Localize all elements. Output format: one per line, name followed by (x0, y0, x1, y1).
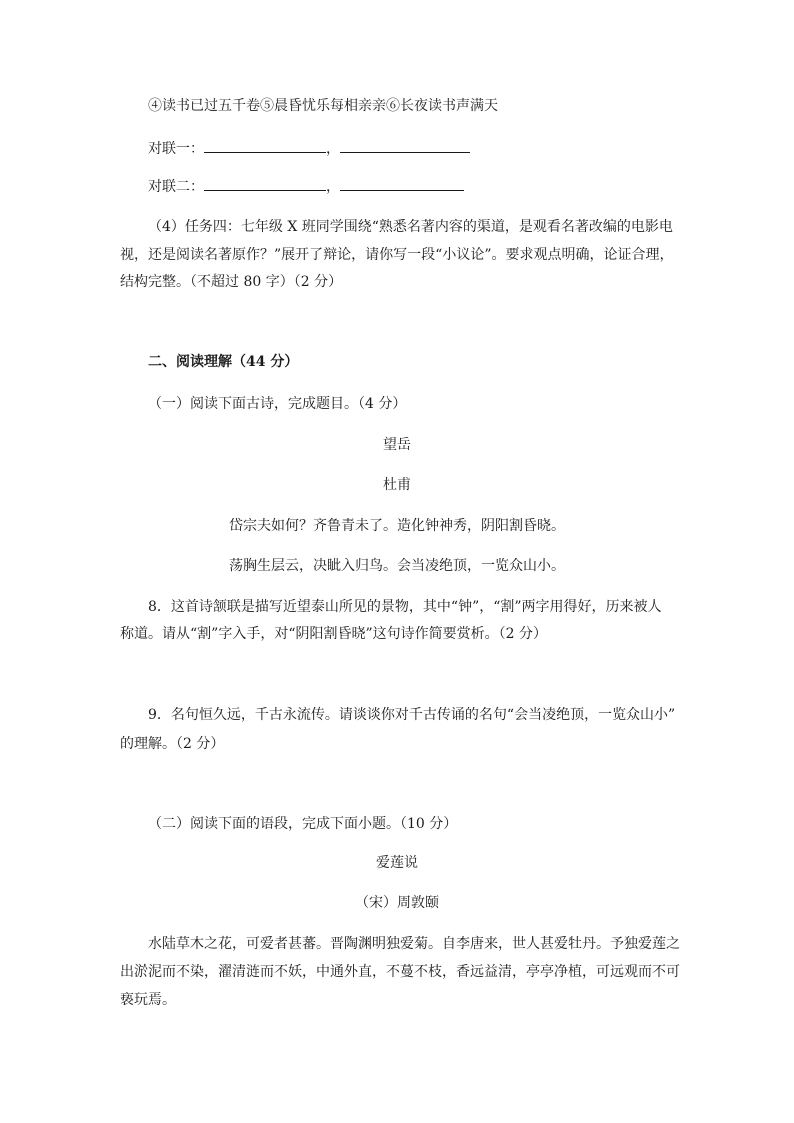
poem-line-1: 岱宗夫如何？齐鲁青未了。造化钟神秀，阴阳割昏晓。 (229, 518, 565, 534)
couplet-two-blank-second[interactable] (340, 176, 464, 191)
task4-line-3: 结构完整。（不超过 80 字）（2 分） (120, 274, 343, 290)
couplet-one-blank-first[interactable] (204, 138, 326, 153)
task3-options: ④读书已过五千卷⑤晨昏忧乐每相亲亲⑥长夜读书声满天 (148, 98, 498, 114)
couplet-one-separator: ， (326, 141, 340, 157)
part-2-intro: （二）阅读下面的语段，完成下面小题。（10 分） (148, 816, 458, 832)
essay-line-1: 水陆草木之花，可爱者甚蕃。晋陶渊明独爱菊。自李唐来，世人甚爱牡丹。予独爱莲之 (148, 936, 680, 952)
part-1-intro: （一）阅读下面古诗，完成题目。（4 分） (148, 396, 407, 412)
question-8-line-2: 称道。请从“割”字入手，对“阴阳割昏晓”这句诗作简要赏析。（2 分） (120, 626, 547, 642)
essay-author: （宋）周敦颐 (355, 895, 439, 911)
couplet-two-separator: ， (326, 179, 340, 195)
couplet-one-row (148, 138, 470, 159)
task4-line-1: （4）任务四：七年级 X 班同学围绕“熟悉名著内容的渠道，是观看名著改编的电影电 (148, 219, 673, 235)
section-2-title: 二、阅读理解（44 分） (148, 354, 299, 370)
couplet-two-blank-first[interactable] (204, 176, 326, 191)
essay-line-2: 出淤泥而不染，濯清涟而不妖，中通外直，不蔓不枝，香远益清，亭亭净植，可远观而不可 (120, 964, 680, 980)
question-8-line-1: 8．这首诗颔联是描写近望泰山所见的景物，其中“钟”，“割”两字用得好，历来被人 (148, 599, 662, 615)
couplet-two-label: 对联二： (148, 179, 204, 195)
couplet-one-label: 对联一： (148, 141, 204, 157)
question-9-line-1: 9．名句恒久远，千古永流传。请谈谈你对千古传诵的名句“会当凌绝顶，一览众山小” (148, 707, 676, 723)
task4-line-2: 视，还是阅读名著原作？”展开了辩论，请你写一段“小议论”。要求观点明确，论证合理， (120, 247, 674, 263)
essay-line-3: 亵玩焉。 (120, 992, 176, 1008)
couplet-one-blank-second[interactable] (340, 138, 470, 153)
couplet-two-row (148, 176, 464, 197)
essay-title: 爱莲说 (376, 855, 418, 871)
poem-author: 杜甫 (383, 477, 411, 493)
poem-line-2: 荡胸生层云，决眦入归鸟。会当凌绝顶，一览众山小。 (229, 558, 565, 574)
question-9-line-2: 的理解。（2 分） (120, 736, 225, 752)
poem-title: 望岳 (383, 437, 411, 453)
